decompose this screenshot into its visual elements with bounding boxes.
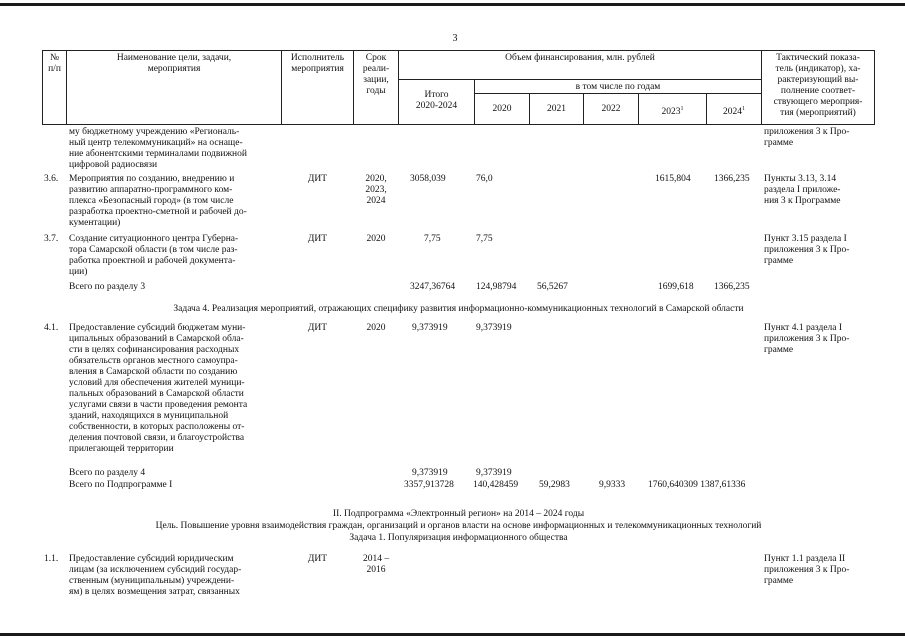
sumP1-2022: 9,9333 [599,480,626,490]
row-41-2020: 9,373919 [476,323,512,333]
row-36-executor: ДИТ [307,174,328,184]
sum3-2021: 56,5267 [537,282,568,292]
sub2-title: II. Подпрограмма «Электронный регион» на 2014 – 2024 годы [332,509,585,519]
header-year-2022: 2022 [601,104,621,114]
sum4-2020: 9,373919 [476,468,512,478]
header-year-2023: 2023$^1$ [661,106,684,118]
header-name: Наименование цели, задачи, мероприятия [116,53,232,74]
row-36-term: 2020, 2023, 2024 [365,174,387,206]
sum3-label: Всего по разделу 3 [69,282,146,292]
row-36-num: 3.6. [44,174,59,184]
header-by-years: в том числе по годам [575,82,661,92]
sum3-total: 3247,36764 [410,282,456,292]
header-year-2020: 2020 [492,104,512,114]
sumP1-2023-2024: 1760,640309 1387,61336 [648,480,746,490]
header-bottom-line [42,124,875,125]
row-36-2023: 1615,804 [655,174,691,184]
task4-title: Задача 4. Реализация мероприятий, отражающих специфику развития информационно-коммуникационных технологий в Самарской области [173,304,744,314]
row-41-num: 4.1. [44,323,59,333]
row-37-indicator: Пункт 3.15 раздела I приложения 3 к Про- грамме [764,234,850,266]
row-11-indicator: Пункт 1.1 раздела II приложения 3 к Про- грамме [764,554,850,586]
sum4-label: Всего по разделу 4 [69,468,146,478]
sumP1-2021: 59,2983 [539,480,570,490]
row-37-total: 7,75 [424,234,441,244]
row-37-2020: 7,75 [476,234,493,244]
row-cont-name: му бюджетному учреждению «Региональ- ный центр телекоммуникаций» на оснаще- ние абонентскими терминалами подвижной цифровой радиосвязи [69,127,247,170]
row-37-executor: ДИТ [307,234,328,244]
row-36-total: 3058,039 [410,174,446,184]
bottom-border [0,633,905,636]
row-36-name: Мероприятия по созданию, внедрению и развитию аппаратно-программного ком- плекса «Безопасный город» (в том числе разработка проектно-сметной и рабочей до- кументации) [69,174,247,228]
row-36-indicator: Пункты 3.13, 3.14 раздела I приложе- ния 3 к Программе [764,174,841,206]
sub2-goal: Цель. Повышение уровня взаимодействия граждан, организаций и органов власти на основе информационных и телекоммуникационных технологий [155,521,762,531]
sumP1-total: 3357,913728 [404,480,454,490]
row-37-term: 2020 [366,234,386,244]
row-37-name: Создание ситуационного центра Губерна- тора Самарской области (в том числе раз- работка проектной и рабочей документа- ции) [69,234,239,277]
row-11-term: 2014 – 2016 [362,554,390,575]
header-total: Итого 2020-2024 [415,90,458,111]
row-cont-indicator: приложения 3 к Про- грамме [764,127,850,148]
header-indicator: Тактический показа- тель (индикатор), ха- рактеризующий вы- полнение соответ- ствующего мероприя- тия (мероприятий) [773,53,863,118]
row-11-executor: ДИТ [307,554,328,564]
header-year-2024: 2024$^1$ [723,106,745,118]
sub2-task1: Задача 1. Популяризация информационного общества [349,533,568,543]
top-border [0,3,905,6]
row-41-executor: ДИТ [307,323,328,333]
sum4-total: 9,373919 [412,468,448,478]
years-sub-line [474,93,762,94]
header-num: № п/п [48,53,61,74]
sum3-2024: 1366,235 [714,282,750,292]
row-11-name: Предоставление субсидий юридическим лицам (за исключением субсидий государ- ственным (муниципальным) учреждени- ям) в целях возмещения затрат, связанных [69,554,242,597]
row-36-2020: 76,0 [476,174,493,184]
header-executor: Исполнитель мероприятия [290,53,345,74]
row-11-num: 1.1. [44,554,59,564]
page-number: 3 [452,33,458,44]
row-41-total: 9,373919 [412,323,448,333]
sum3-2023: 1699,618 [658,282,694,292]
sumP1-2020: 140,428459 [473,480,519,490]
row-36-2024: 1366,235 [714,174,750,184]
row-41-indicator: Пункт 4.1 раздела I приложения 3 к Про- грамме [764,323,850,355]
table-top-line [42,50,875,51]
row-41-name: Предоставление субсидий бюджетам муни- ципальных образований в Самарской обла- сти в целях софинансирования расходных обязательств органов местного самоупрa- вления в Самарской области по созданию условий для обеспечения жителей муници- пальных образований в Самарской области услугами связи в части проведения ремонта зданий, находящихся в муниципальной собственности, в которых расположены от- деления почтовой связи, и благоустройства прилегающей территории [69,323,248,454]
row-41-term: 2020 [366,323,386,333]
header-term: Срок реали- зации, годы [362,53,390,96]
header-funding: Объем финансирования, млн. рублей [505,53,655,63]
sumP1-label: Всего по Подпрограмме I [69,480,173,490]
vline [874,50,875,125]
header-year-2021: 2021 [547,104,566,114]
row-37-num: 3.7. [44,234,59,244]
sum3-2020: 124,98794 [476,282,517,292]
funding-sub-line [398,79,762,80]
